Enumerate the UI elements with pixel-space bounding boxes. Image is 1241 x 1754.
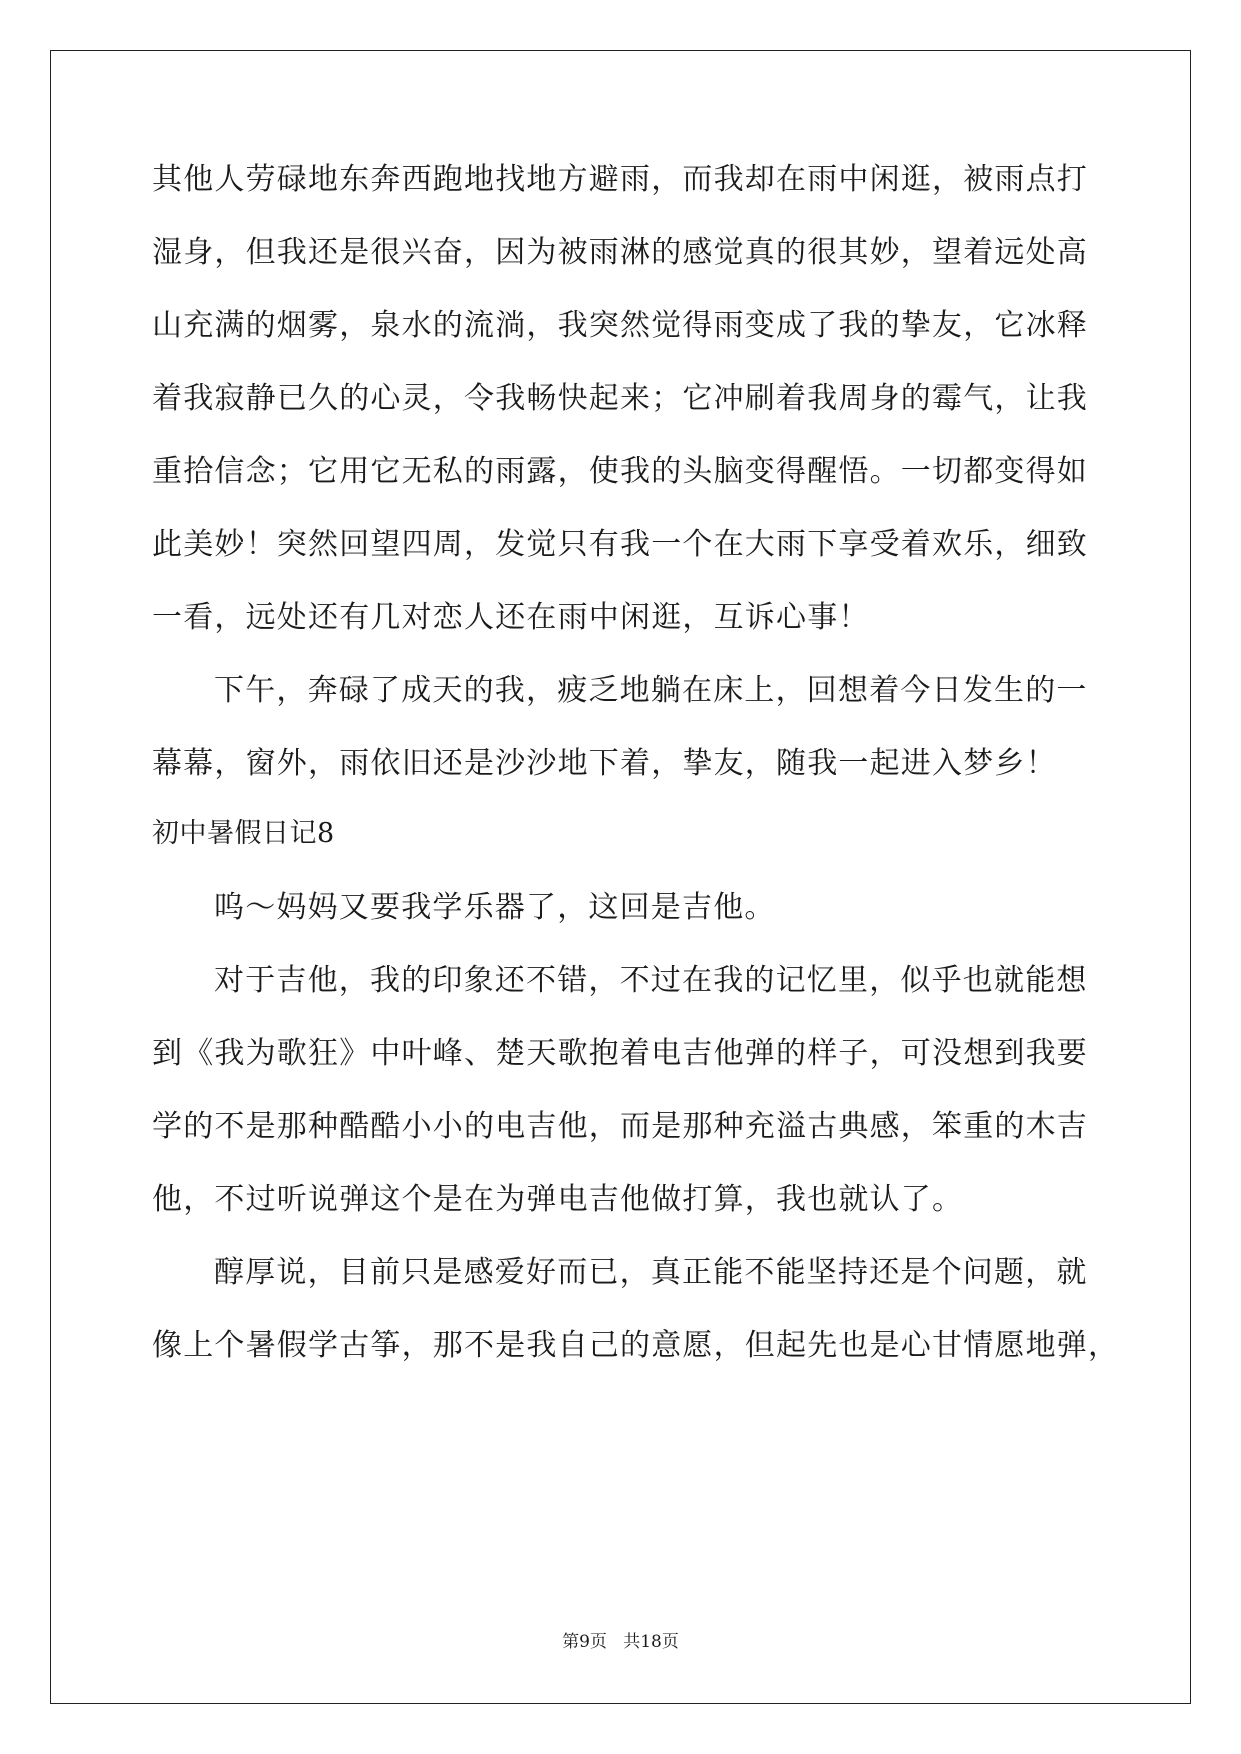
text-line: 湿身，但我还是很兴奋，因为被雨淋的感觉真的很其妙，望着远处高 xyxy=(152,235,1088,270)
page-frame xyxy=(50,50,1191,1704)
text-line: 山充满的烟雾，泉水的流淌，我突然觉得雨变成了我的挚友，它冰释 xyxy=(152,308,1088,343)
text-line: 一看，远处还有几对恋人还在雨中闲逛，互诉心事！ xyxy=(152,600,870,635)
text-line: 其他人劳碌地东奔西跑地找地方避雨，而我却在雨中闲逛，被雨点打 xyxy=(152,162,1088,197)
paragraph-first-line: 对于吉他，我的印象还不错，不过在我的记忆里，似乎也就能想 xyxy=(214,963,1088,998)
section-heading: 初中暑假日记8 xyxy=(152,818,335,849)
paragraph-first-line: 呜～妈妈又要我学乐器了，这回是吉他。 xyxy=(214,890,776,925)
text-line: 他，不过听说弹这个是在为弹电吉他做打算，我也就认了。 xyxy=(152,1182,964,1217)
text-line: 着我寂静已久的心灵，令我畅快起来；它冲刷着我周身的霉气，让我 xyxy=(152,381,1088,416)
page-total: 共18页 xyxy=(623,1632,679,1652)
page-footer xyxy=(0,1632,1241,1652)
text-line: 学的不是那种酷酷小小的电吉他，而是那种充溢古典感，笨重的木吉 xyxy=(152,1109,1088,1144)
text-line: 幕幕，窗外，雨依旧还是沙沙地下着，挚友，随我一起进入梦乡！ xyxy=(152,746,1057,781)
text-line: 重拾信念；它用它无私的雨露，使我的头脑变得醒悟。一切都变得如 xyxy=(152,454,1088,489)
text-line: 到《我为歌狂》中叶峰、楚天歌抱着电吉他弹的样子，可没想到我要 xyxy=(152,1036,1088,1071)
page-number: 第9页 xyxy=(562,1632,607,1652)
text-line: 像上个暑假学古筝，那不是我自己的意愿，但起先也是心甘情愿地弹， xyxy=(152,1328,1120,1363)
text-line: 此美妙！突然回望四周，发觉只有我一个在大雨下享受着欢乐，细致 xyxy=(152,527,1088,562)
paragraph-first-line: 醇厚说，目前只是感爱好而已，真正能不能坚持还是个问题，就 xyxy=(214,1255,1088,1290)
paragraph-first-line: 下午，奔碌了成天的我，疲乏地躺在床上，回想着今日发生的一 xyxy=(214,673,1088,708)
